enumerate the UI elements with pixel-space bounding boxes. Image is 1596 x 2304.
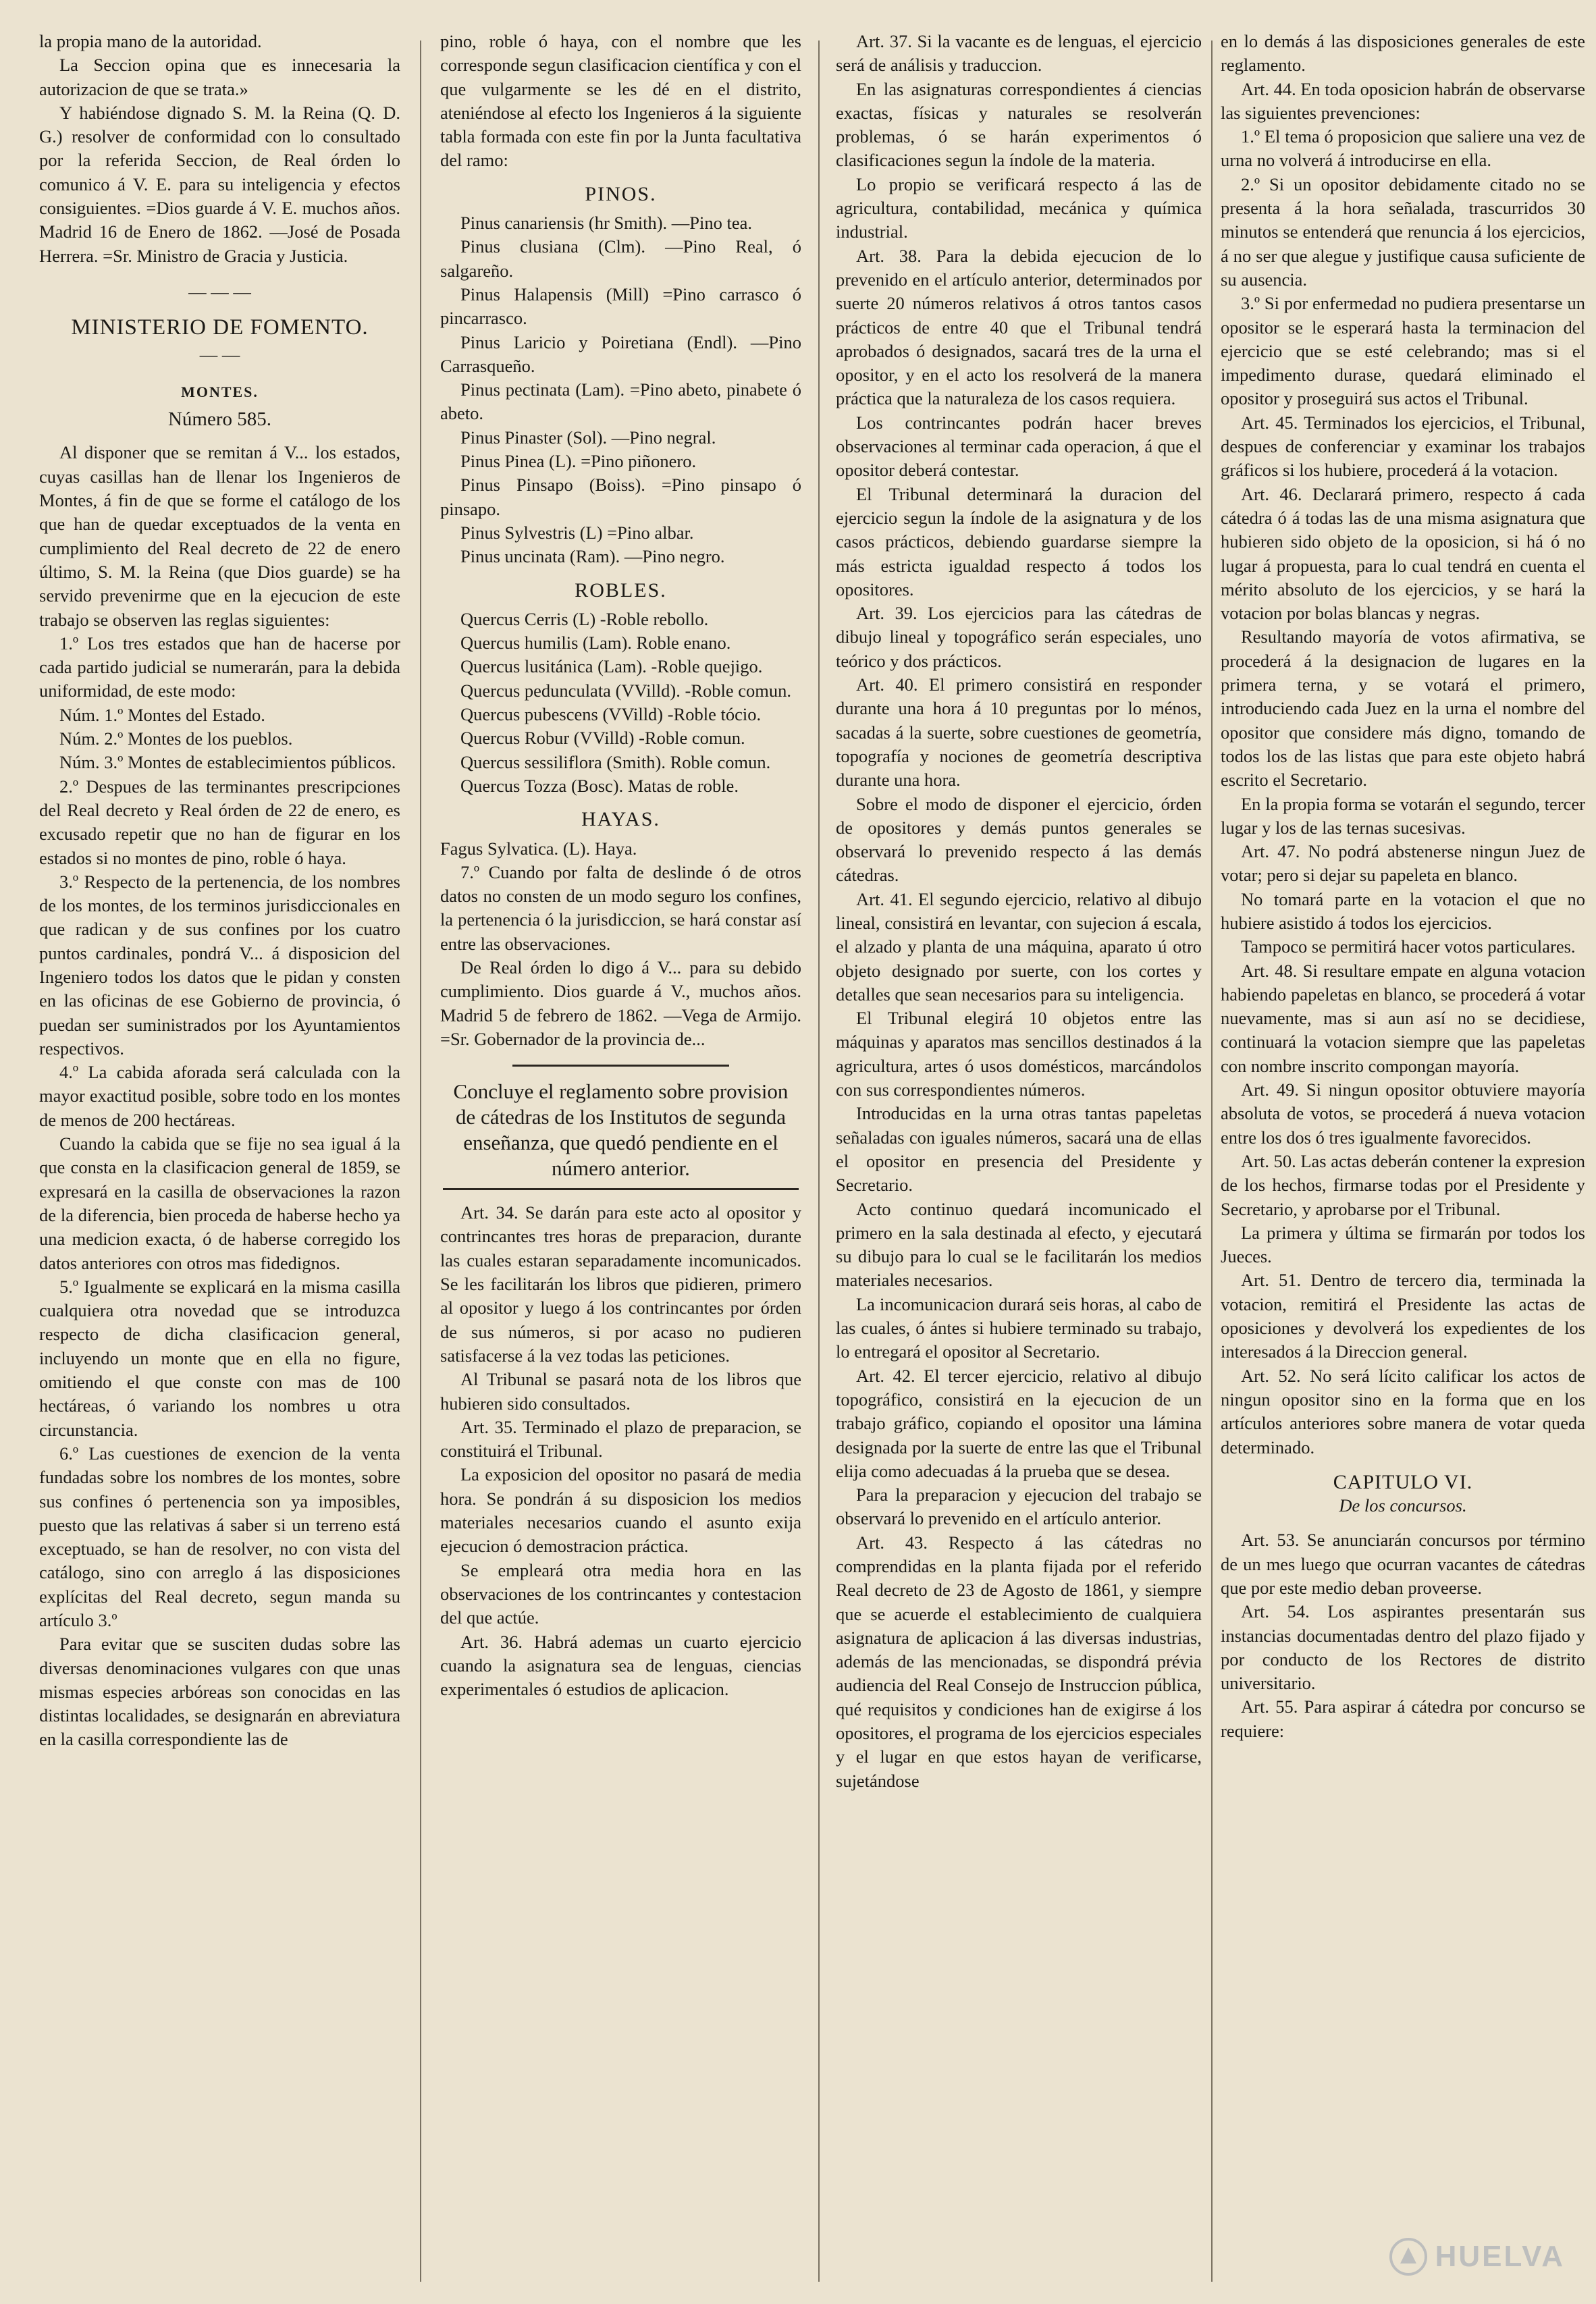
species-entry: Pinus canariensis (hr Smith). —Pino tea.	[460, 213, 753, 234]
paragraph: 3.º Respecto de la pertenencia, de los nombres de los montes, de los terminos jurisdiccionales en que radican y de sus confines por los cuatro puntos cardinales, pondrá V... á disposicion del Ingeniero todos los datos que le pidan y consten en las oficinas de ese Gobierno de provincia, ó puedan ser suministrados por los Ayuntamientos respectivos.	[39, 871, 400, 1059]
paragraph: La Seccion opina que es innecesaria la autorizacion de que se trata.»	[39, 55, 400, 99]
ministry-heading: MINISTERIO DE FOMENTO.	[71, 315, 369, 340]
list-item: Núm. 2.º Montes de los pueblos.	[59, 728, 293, 749]
article-paragraph: Art. 51. Dentro de tercero dia, terminada la votacion, remitirá el Presidente las actas de oposiciones y devolverá los expedientes de los interesados á la Direccion general.	[1221, 1270, 1585, 1362]
paragraph: Los contrincantes podrán hacer breves observaciones al terminar cada operacion, á que el opositor deberá contestar.	[836, 412, 1202, 481]
separator-rule	[512, 1065, 729, 1067]
article-paragraph: Art. 41. El segundo ejercicio, relativo al dibujo lineal, consistirá en levantar, con sujecion á escala, el alzado y planta de una máquina, aparato ú otro objeto designado por suerte, con los cortes y detalles que sean necesarios para su inteligencia.	[836, 888, 1202, 1004]
article-paragraph: Art. 45. Terminados los ejercicios, el Tribunal, despues de conferenciar y examinar los trabajos gráficos si los hubiere, procederá á la votacion.	[1221, 412, 1585, 481]
article-paragraph: Art. 53. Se anunciarán concursos por término de un mes luego que ocurran vacantes de cátedras que por este medio deban proveerse.	[1221, 1530, 1585, 1598]
species-entry: Quercus Cerris (L) -Roble rebollo.	[460, 608, 709, 629]
paragraph: La exposicion del opositor no pasará de media hora. Se pondrán á su disposicion los medios materiales necesarios cuando el asunto exija ejecucion ó demostracion práctica.	[440, 1464, 801, 1557]
paragraph: Resultando mayoría de votos afirmativa, se procederá á la designacion de lugares en la primera terna, y se votará el primero, introduciendo cada Juez en la urna el nombre del opositor que considere más digno, tomando de todos los de las listas que para este objeto habrá escrito el Secretario.	[1221, 626, 1585, 791]
column-rule	[1211, 41, 1213, 2282]
paragraph: Tampoco se permitirá hacer votos particulares.	[1241, 936, 1576, 957]
paragraph: Para la preparacion y ejecucion del trabajo se observará lo prevenido en el artículo anterior.	[836, 1484, 1202, 1529]
paragraph: en lo demás á las disposiciones generales de este reglamento.	[1221, 31, 1585, 76]
paragraph: Sobre el modo de disponer el ejercicio, órden de opositores y demás puntos generales se observará lo prevenido respecto á las demás cátedras.	[836, 793, 1202, 886]
paragraph: Acto continuo quedará incomunicado el primero en la sala destinada al efecto, y ejecutará su dibujo para lo cual se le facilitarán los medios materiales necesarios.	[836, 1198, 1202, 1291]
paragraph: 4.º La cabida aforada será calculada con la mayor exactitud posible, sobre todo en los montes de menos de 200 hectáreas.	[39, 1062, 400, 1130]
article-paragraph: Art. 36. Habrá ademas un cuarto ejercicio cuando la asignatura sea de lenguas, ciencias experimentales ó estudios de aplicacion.	[440, 1631, 801, 1700]
paragraph: De Real órden lo digo á V... para su debido cumplimiento. Dios guarde á V., muchos años. Madrid 5 de febrero de 1862. —Vega de Armijo. =Sr. Gobernador de la provincia de...	[440, 957, 801, 1049]
list-item: 3.º Si por enfermedad no pudiera presentarse un opositor se le esperará hasta la terminacion del ejercicio que se esté celebrando; mas si el impedimento durase, quedará eliminado el opositor y proseguirá sus actos el Tribunal.	[1221, 293, 1585, 409]
paragraph: La incomunicacion durará seis horas, al cabo de las cuales, ó ántes si hubiere terminado su trabajo, lo entregará el opositor al Secretario.	[836, 1293, 1202, 1362]
paragraph: No tomará parte en la votacion el que no hubiere asistido á todos los ejercicios.	[1221, 888, 1585, 933]
paragraph: La primera y última se firmarán por todos los Jueces.	[1221, 1222, 1585, 1267]
article-paragraph: Art. 52. No será lícito calificar los actos de ningun opositor sino en la forma que en los artículos anteriores sobre manera de votar queda determinado.	[1221, 1365, 1585, 1457]
species-entry: Pinus clusiana (Clm). —Pino Real, ó salgareño.	[440, 236, 801, 281]
paragraph: En las asignaturas correspondientes á ciencias exactas, físicas y naturales se resolverán problemas, ó se harán experimentos ó clasificaciones segun la índole de la materia.	[836, 78, 1202, 171]
species-entry: Quercus sessiliflora (Smith). Roble comun.	[460, 751, 771, 772]
column-1	[39, 30, 400, 2284]
article-paragraph: Art. 38. Para la debida ejecucion de lo prevenido en el artículo anterior, determinados por suerte 20 números relativos á otros tantos casos prácticos de entre 40 que el Tribunal tendrá aprobados ó designados, sacará tres de la urna el opositor, y en el acto los resolverá de la manera práctica que la naturaleza de los casos requiera.	[836, 245, 1202, 409]
article-paragraph: Art. 39. Los ejercicios para las cátedras de dibujo lineal y topográfico serán especiales, uno teórico y dos prácticos.	[836, 603, 1202, 671]
article-paragraph: Art. 46. Declarará primero, respecto á cada cátedra ó á todas las de una misma asignatura que hubieren sido objeto de la oposicion, si há ó no lugar á propuesta, para lo cual tendrá en cuenta el mérito absoluto de los ejercicios, y se hará la votacion por bolas blancas y negras.	[1221, 483, 1585, 624]
article-paragraph: Art. 42. El tercer ejercicio, relativo al dibujo topográfico, consistirá en la ejecucion de un trabajo gráfico, copiando el opositor una lámina designada por la suerte de entre las que el Tribunal elija como adecuadas á la prueba que se desea.	[836, 1365, 1202, 1481]
article-paragraph: Art. 35. Terminado el plazo de preparacion, se constituirá el Tribunal.	[440, 1416, 801, 1462]
paragraph: pino, roble ó haya, con el nombre que les corresponde segun clasificacion científica y con el que vulgarmente se les dé en el distrito, ateniéndose al efecto los Ingenieros á la siguiente tabla formada con este fin por la Junta facultativa del ramo:	[440, 31, 801, 171]
subheading-pinos: PINOS.	[585, 182, 657, 205]
column-2	[440, 30, 801, 2284]
list-item: Núm. 1.º Montes del Estado.	[59, 704, 265, 725]
article-paragraph: Art. 49. Si ningun opositor obtuviere mayoría absoluta de votos, se procederá á nueva votacion entre los dos ó tres igualmente favorecidos.	[1221, 1079, 1585, 1148]
paragraph: 7.º Cuando por falta de deslinde ó de otros datos no consten de un modo seguro los confines, la pertenencia ó la jurisdiccion, se hará constar así entre las observaciones.	[440, 861, 801, 954]
species-entry: Pinus pectinata (Lam). =Pino abeto, pinabete ó abeto.	[440, 379, 801, 424]
paragraph: Lo propio se verificará respecto á las de agricultura, contabilidad, mecánica y química industrial.	[836, 173, 1202, 242]
paragraph: Se empleará otra media hora en las observaciones de los contrincantes y contestacion del que actúe.	[440, 1559, 801, 1628]
species-entry: Pinus Pinaster (Sol). —Pino negral.	[460, 427, 716, 448]
article-paragraph: Art. 37. Si la vacante es de lenguas, el ejercicio será de análisis y traduccion.	[836, 31, 1202, 76]
species-entry: Fagus Sylvatica. (L). Haya.	[440, 838, 637, 859]
archive-watermark	[1383, 2230, 1565, 2284]
article-paragraph: Art. 43. Respecto á las cátedras no comprendidas en la planta fijada por el referido Real decreto de 23 de Agosto de 1861, y siempre que se acuerde el establecimiento de cualquiera asignatura de aplicacion á las diversas industrias, además de las mencionadas, se dispondrá prévia audiencia del Real Consejo de Instruccion pública, qué requisitos y condiciones han de exigirse á los opositores, el programa de los ejercicios especiales y el lugar en que estos hayan de verificarse, sujetándose	[836, 1532, 1202, 1791]
paragraph: Para evitar que se susciten dudas sobre las diversas denominaciones vulgares con que unas mismas especies arbóreas son conocidas en las distintas localidades, se designarán en abreviatura en la casilla correspondiente las de	[39, 1634, 400, 1750]
species-entry: Quercus pedunculata (VVilld). -Roble comun.	[460, 680, 791, 701]
article-paragraph: Art. 40. El primero consistirá en responder durante una hora á 10 preguntas por lo ménos, sacadas á la suerte, sobre cuestiones de geometría, topografía y nociones de geometría descriptiva durante una hora.	[836, 674, 1202, 791]
column-rule	[420, 41, 421, 2282]
species-entry: Quercus lusitánica (Lam). -Roble quejigo.	[460, 656, 763, 677]
paragraph: 6.º Las cuestiones de exencion de la venta fundadas sobre los nombres de los montes, sobre sus confines ó pertenencia son ya imposibles, puesto que las relativas á saber si un terreno está exceptuado, se han de resolver, no con vista del catálogo, sino con arreglo á las disposiciones explícitas del Real decreto, segun manda su artículo 3.º	[39, 1443, 400, 1630]
species-entry: Pinus Halapensis (Mill) =Pino carrasco ó pincarrasco.	[440, 284, 801, 329]
species-entry: Quercus pubescens (VVilld) -Roble tócio.	[460, 704, 762, 725]
number-heading: Número 585.	[167, 408, 272, 431]
species-entry: Pinus Pinsapo (Boiss). =Pino pinsapo ó pinsapo.	[440, 475, 801, 519]
article-paragraph: Art. 54. Los aspirantes presentarán sus instancias documentadas dentro del plazo fijado y por conducto de los Rectores de distrito universitario.	[1221, 1601, 1585, 1694]
species-entry: Quercus humilis (Lam). Roble enano.	[460, 633, 731, 653]
separator: — —	[199, 344, 240, 365]
paragraph: En la propia forma se votarán el segundo, tercer lugar y los de las ternas sucesivas.	[1221, 793, 1585, 838]
chapter-subtitle: De los concursos.	[1339, 1495, 1467, 1516]
article-paragraph: Art. 50. Las actas deberán contener la expresion de los hechos, firmarse todas por el Presidente y Secretario, y aprobarse por el Tribunal.	[1221, 1150, 1585, 1219]
section-heading: MONTES.	[181, 383, 259, 400]
article-paragraph: Art. 44. En toda oposicion habrán de observarse las siguientes prevenciones:	[1221, 78, 1585, 123]
subheading-hayas: HAYAS.	[581, 808, 660, 831]
species-entry: Pinus Sylvestris (L) =Pino albar.	[460, 522, 694, 543]
species-entry: Pinus uncinata (Ram). —Pino negro.	[460, 546, 725, 567]
article-paragraph: Art. 47. No podrá abstenerse ningun Juez de votar; pero si dejar su papeleta en blanco.	[1221, 841, 1585, 886]
crest-icon	[1388, 2236, 1429, 2277]
paragraph: Al Tribunal se pasará nota de los libros que hubieren sido consultados.	[440, 1369, 801, 1414]
paragraph: El Tribunal elegirá 10 objetos entre las máquinas y aparatos mas sencillos destinados á la agricultura, artes ó usos domésticos, marcándolos con sus correspondientes números.	[836, 1008, 1202, 1100]
paragraph: Cuando la cabida que se fije no sea igual á la que consta en la clasificacion general de 1859, se expresará en la casilla de observaciones la razon de la diferencia, bien proceda de haberse hecho ya una medicion exacta, ó de haberse corregido los datos anteriores con otros mas fidedignos.	[39, 1133, 400, 1273]
species-entry: Pinus Laricio y Poiretiana (Endl). —Pino Carrasqueño.	[440, 331, 801, 376]
paragraph: Introducidas en la urna otras tantas papeletas señaladas con iguales números, sacará una de ellas el opositor en presencia del Presidente y Secretario.	[836, 1103, 1202, 1196]
column-rule	[818, 41, 820, 2282]
article-title: Concluye el reglamento sobre provision de cátedras de los Institutos de segunda enseñanza, que quedó pendiente en el número anterior.	[443, 1079, 799, 1190]
species-entry: Quercus Tozza (Bosc). Matas de roble.	[460, 775, 739, 796]
watermark-text: HUELVA	[1435, 2240, 1565, 2273]
paragraph: 5.º Igualmente se explicará en la misma casilla cualquiera otra novedad que se introduzca respecto de dicha clasificacion general, incluyendo un monte que en ella no figure, omitiendo el que conste con mas de 100 hectáreas, ó variando los nombres u otra circunstancia.	[39, 1276, 400, 1440]
paragraph: la propia mano de la autoridad.	[39, 31, 262, 51]
paragraph: Y habiéndose dignado S. M. la Reina (Q. D. G.) resolver de conformidad con lo consultado por la referida Seccion, de Real órden lo comunico á V. E. para su inteligencia y efectos consiguientes. =Dios guarde á V. E. muchos años. Madrid 16 de Enero de 1862. —José de Posada Herrera. =Sr. Ministro de Gracia y Justicia.	[39, 102, 400, 266]
paragraph: Al disponer que se remitan á V... los estados, cuyas casillas han de llenar los Ingenieros de Montes, á fin de que se forme el catálogo de los que han de quedar exceptuados de la venta en cumplimiento del Real decreto de 22 de enero último, S. M. la Reina (que Dios guarde) se ha servido prevenirme que en la ejecucion de este trabajo se observen las reglas siguientes:	[39, 442, 400, 630]
paragraph: 1.º Los tres estados que han de hacerse por cada partido judicial se numerarán, para la debida uniformidad, de este modo:	[39, 633, 400, 701]
species-entry: Pinus Pinea (L). =Pino piñonero.	[460, 451, 697, 472]
species-entry: Quercus Robur (VVilld) -Roble comun.	[460, 728, 745, 749]
subheading-robles: ROBLES.	[575, 579, 667, 601]
article-paragraph: Art. 48. Si resultare empate en alguna votacion habiendo papeletas en blanco, se procederá á votar nuevamente, mas si aun así no se decidiese, continuará la votacion siempre que las papeletas con nombre inscrito compongan mayoría.	[1221, 960, 1585, 1076]
list-item: Núm. 3.º Montes de establecimientos públicos.	[59, 752, 396, 773]
separator: — — —	[188, 281, 251, 302]
column-4	[1221, 30, 1585, 2284]
article-paragraph: Art. 34. Se darán para este acto al opositor y contrincantes tres horas de preparacion, durante las cuales estaran separadamente incomunicados. Se les facilitarán los libros que pidieren, primero al opositor y luego á los contrincantes por órden de sus números, si por acaso no pudieren satisfacerse á la vez todas las peticiones.	[440, 1202, 801, 1366]
paragraph: El Tribunal determinará la duracion del ejercicio segun la índole de la asignatura y de los casos prácticos, debiendo guardarse siempre la más estricta igualdad respecto á todos los opositores.	[836, 483, 1202, 599]
list-item: 2.º Si un opositor debidamente citado no se presenta á la hora señalada, trascurridos 30 minutos se entenderá que renuncia á los ejercicios, á no ser que alegue y justifique causa suficiente de su ausencia.	[1221, 173, 1585, 290]
chapter-heading: CAPITULO VI.	[1333, 1470, 1473, 1493]
article-paragraph: Art. 55. Para aspirar á cátedra por concurso se requiere:	[1221, 1696, 1585, 1741]
list-item: 1.º El tema ó proposicion que saliere una vez de urna no volverá á introducirse en ella.	[1221, 126, 1585, 171]
paragraph: 2.º Despues de las terminantes prescripciones del Real decreto y Real órden de 22 de enero, es excusado repetir que no han de figurar en los estados si no montes de pino, roble ó haya.	[39, 776, 400, 868]
column-3	[836, 30, 1202, 2284]
